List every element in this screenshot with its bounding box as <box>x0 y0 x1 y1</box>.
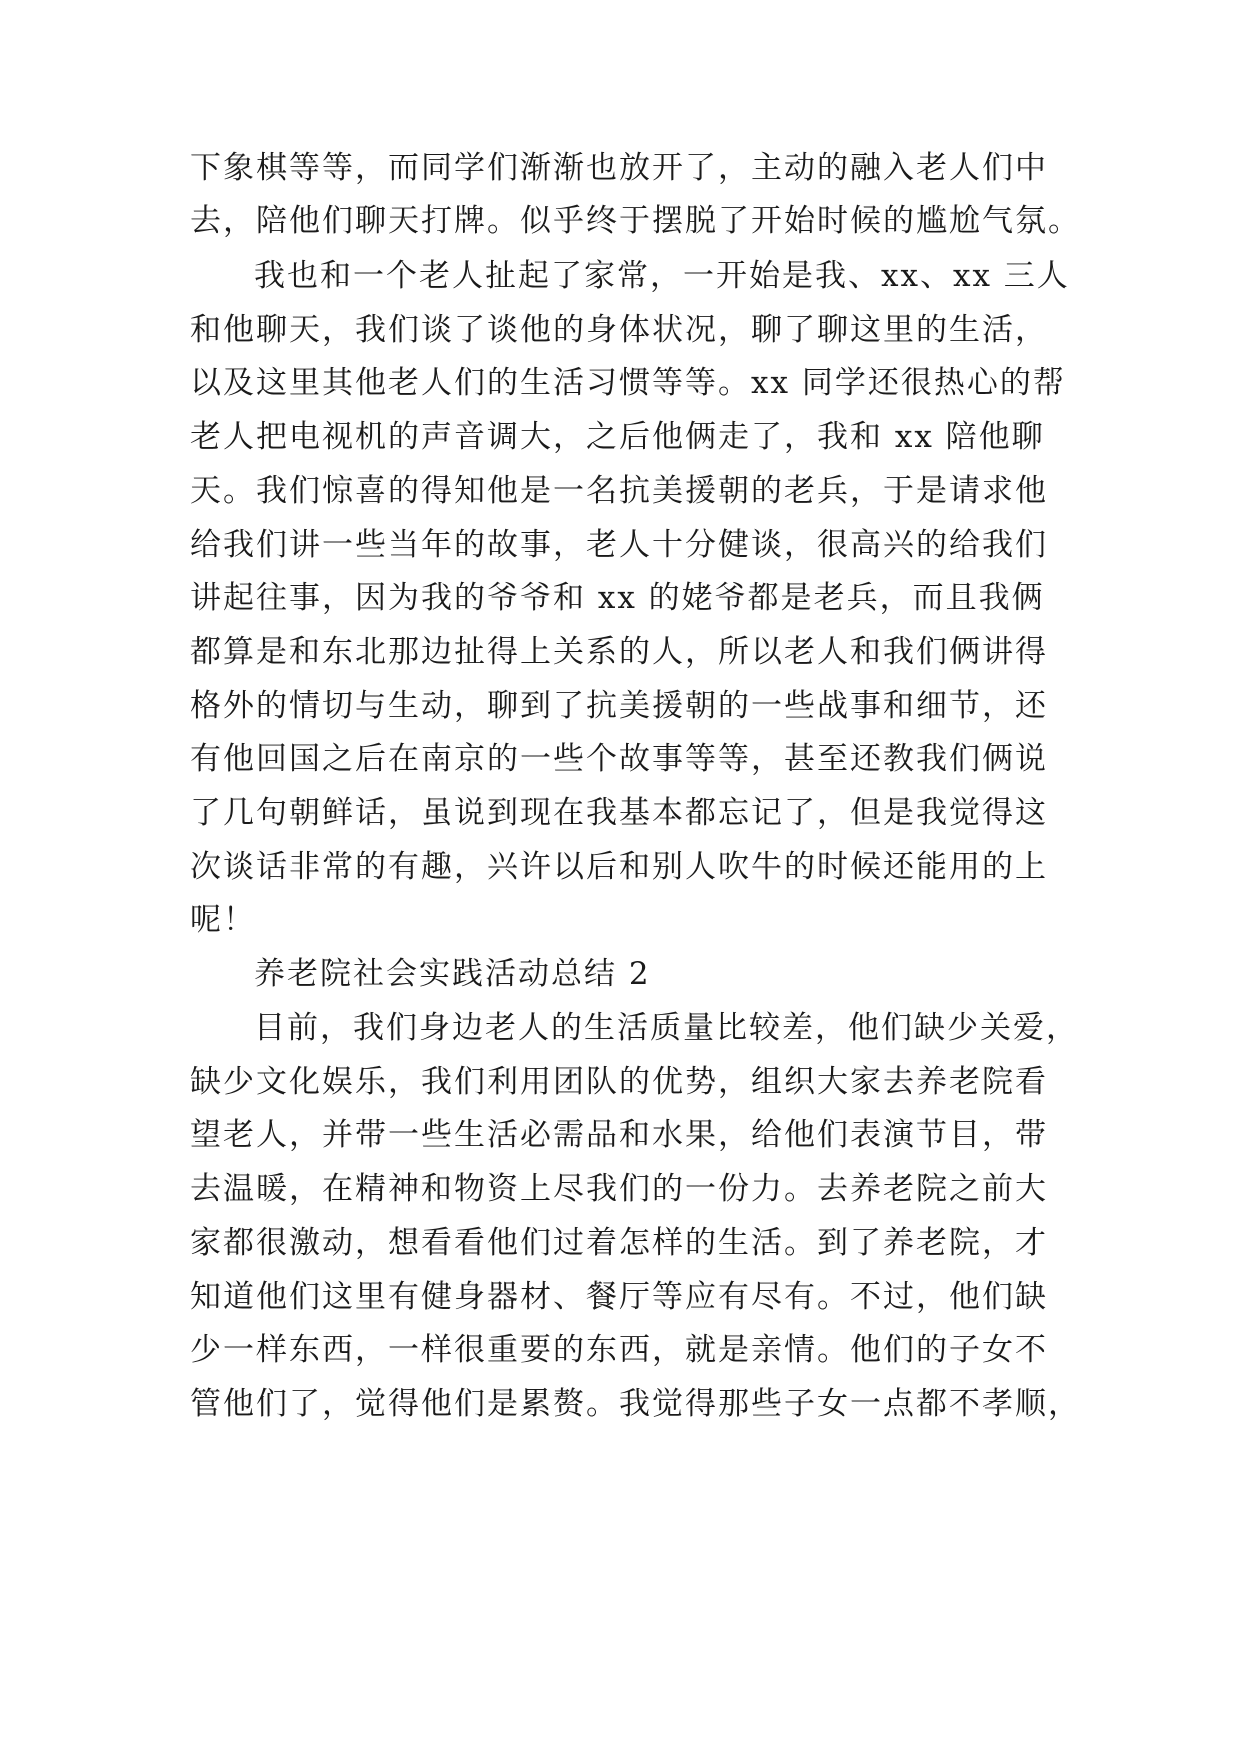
text-line: 望老人，并带一些生活必需品和水果，给他们表演节目，带 <box>190 1117 1048 1153</box>
text-line: 以及这里其他老人们的生活习惯等等。xx 同学还很热心的帮 <box>190 365 1066 401</box>
text-line: 了几句朝鲜话，虽说到现在我基本都忘记了，但是我觉得这 <box>190 795 1048 831</box>
text-line: 家都很激动，想看看他们过着怎样的生活。到了养老院，才 <box>190 1225 1048 1261</box>
text-line: 下象棋等等，而同学们渐渐也放开了，主动的融入老人们中 <box>190 150 1048 186</box>
text-line: 管他们了，觉得他们是累赘。我觉得那些子女一点都不孝顺， <box>190 1386 1081 1422</box>
text-line: 呢！ <box>190 902 256 938</box>
text-line: 给我们讲一些当年的故事，老人十分健谈，很高兴的给我们 <box>190 527 1048 563</box>
text-line: 次谈话非常的有趣，兴许以后和别人吹牛的时候还能用的上 <box>190 849 1048 885</box>
text-line: 都算是和东北那边扯得上关系的人，所以老人和我们俩讲得 <box>190 634 1048 670</box>
text-line: 去温暖，在精神和物资上尽我们的一份力。去养老院之前大 <box>190 1171 1048 1207</box>
text-line: 天。我们惊喜的得知他是一名抗美援朝的老兵，于是请求他 <box>190 473 1048 509</box>
paragraph-start-line: 我也和一个老人扯起了家常，一开始是我、xx、xx 三人 <box>254 258 1070 294</box>
text-line: 和他聊天，我们谈了谈他的身体状况，聊了聊这里的生活， <box>190 312 1048 348</box>
text-line: 缺少文化娱乐，我们利用团队的优势，组织大家去养老院看 <box>190 1064 1048 1100</box>
section-heading: 养老院社会实践活动总结 2 <box>254 956 651 992</box>
text-line: 去，陪他们聊天打牌。似乎终于摆脱了开始时候的尴尬气氛。 <box>190 203 1081 239</box>
text-line: 老人把电视机的声音调大，之后他俩走了，我和 xx 陪他聊 <box>190 419 1045 455</box>
paragraph-start-line: 目前，我们身边老人的生活质量比较差，他们缺少关爱， <box>254 1010 1079 1046</box>
text-line: 知道他们这里有健身器材、餐厅等应有尽有。不过，他们缺 <box>190 1279 1048 1315</box>
text-line: 有他回国之后在南京的一些个故事等等，甚至还教我们俩说 <box>190 741 1048 777</box>
text-line: 少一样东西，一样很重要的东西，就是亲情。他们的子女不 <box>190 1332 1048 1368</box>
text-line: 讲起往事，因为我的爷爷和 xx 的姥爷都是老兵，而且我俩 <box>190 580 1045 616</box>
text-line: 格外的情切与生动，聊到了抗美援朝的一些战事和细节，还 <box>190 688 1048 724</box>
